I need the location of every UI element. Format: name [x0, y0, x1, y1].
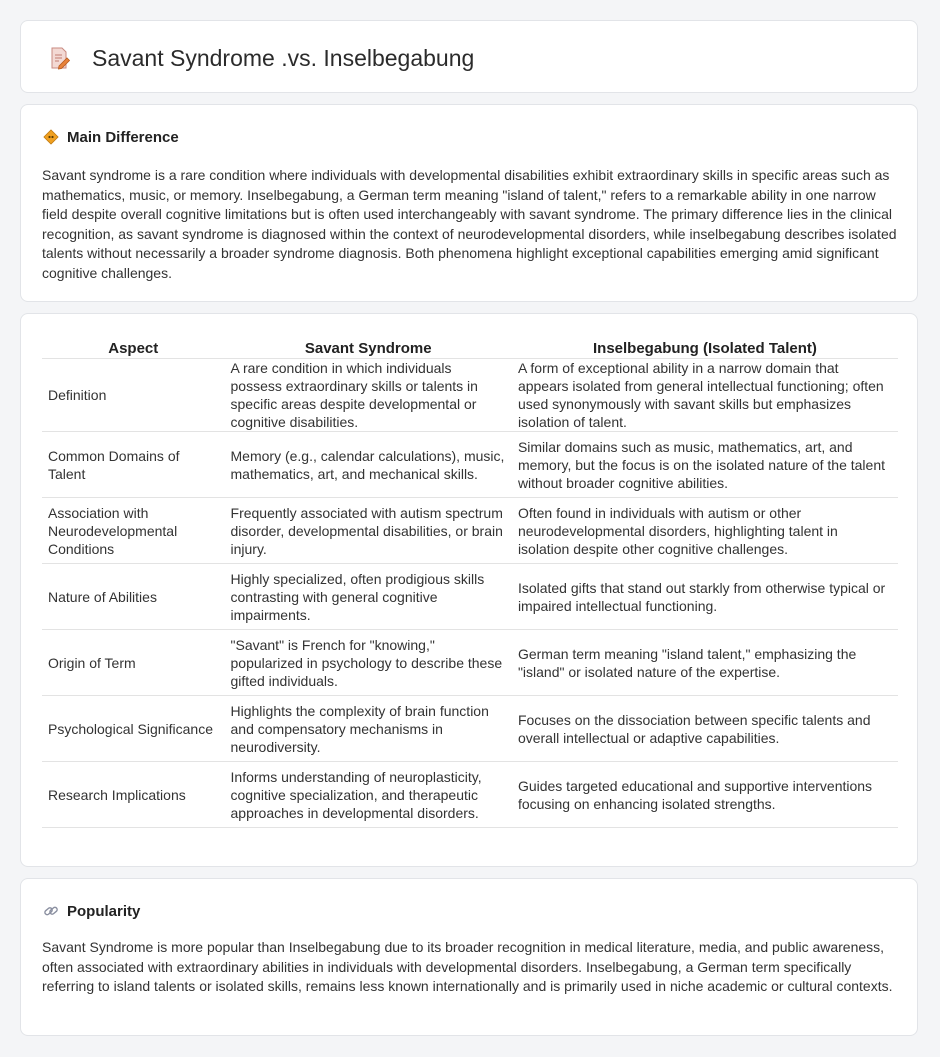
aspect-cell: Nature of Abilities	[42, 564, 225, 630]
table-row	[42, 498, 898, 564]
inselbegabung-cell: German term meaning "island talent," emphasizing the "island" or isolated nature of the expertise.	[512, 630, 898, 696]
main-difference-card	[20, 104, 918, 302]
inselbegabung-cell: A form of exceptional ability in a narrow domain that appears isolated from general intellectual functioning; often used synonymously with savant skills but emphasizes isolation of talent.	[512, 359, 898, 432]
table-row	[42, 696, 898, 762]
aspect-cell: Common Domains of Talent	[42, 432, 225, 498]
comparison-table	[42, 336, 898, 828]
link-icon	[43, 903, 59, 919]
aspect-cell: Research Implications	[42, 762, 225, 828]
savant-cell: Highly specialized, often prodigious skills contrasting with general cognitive impairments.	[225, 564, 512, 630]
aspect-cell: Origin of Term	[42, 630, 225, 696]
savant-cell: Highlights the complexity of brain function and compensatory mechanisms in neurodiversity.	[225, 696, 512, 762]
table-header-row	[42, 336, 898, 359]
table-row	[42, 432, 898, 498]
aspect-cell: Definition	[42, 359, 225, 432]
popularity-heading: Popularity	[67, 902, 141, 920]
header-aspect: Aspect	[42, 336, 225, 359]
savant-cell: "Savant" is French for "knowing," popularized in psychology to describe these gifted individuals.	[225, 630, 512, 696]
table-row	[42, 762, 898, 828]
table-row	[42, 359, 898, 432]
savant-cell: Frequently associated with autism spectrum disorder, developmental disabilities, or brain injury.	[225, 498, 512, 564]
title-card	[20, 20, 918, 93]
inselbegabung-cell: Often found in individuals with autism or other neurodevelopmental disorders, highlighting talent in isolation despite other cognitive challenges.	[512, 498, 898, 564]
savant-cell: A rare condition in which individuals possess extraordinary skills or talents in specific areas despite developmental or cognitive disabilities.	[225, 359, 512, 432]
comparison-table-card	[20, 313, 918, 867]
main-difference-text: Savant syndrome is a rare condition where individuals with developmental disabilities exhibit extraordinary skills in specific areas such as mathematics, music, or memory. Inselbegabung, a German term meaning "island of talent," refers to a remarkable ability in one narrow field despite overall cognitive limitations but is often used interchangeably with savant syndrome. The primary difference lies in the clinical recognition, as savant syndrome is diagnosed within the context of neurodevelopmental disorders, while inselbegabung describes isolated talents without necessarily a broader syndrome diagnosis. Both phenomena highlight exceptional capabilities emerging amid significant cognitive challenges.	[42, 167, 897, 281]
table-row	[42, 630, 898, 696]
inselbegabung-cell: Similar domains such as music, mathematics, art, and memory, but the focus is on the isolated nature of the talent without broader cognitive abilities.	[512, 432, 898, 498]
header-inselbegabung: Inselbegabung (Isolated Talent)	[512, 336, 898, 359]
savant-cell: Informs understanding of neuroplasticity, cognitive specialization, and therapeutic approaches in developmental disorders.	[225, 762, 512, 828]
aspect-cell: Association with Neurodevelopmental Conditions	[42, 498, 225, 564]
savant-cell: Memory (e.g., calendar calculations), music, mathematics, art, and mechanical skills.	[225, 432, 512, 498]
inselbegabung-cell: Isolated gifts that stand out starkly from otherwise typical or impaired intellectual functioning.	[512, 564, 898, 630]
table-row	[42, 564, 898, 630]
popularity-card	[20, 878, 918, 1036]
main-difference-header	[43, 126, 179, 148]
inselbegabung-cell: Guides targeted educational and supportive interventions focusing on enhancing isolated strengths.	[512, 762, 898, 828]
inselbegabung-cell: Focuses on the dissociation between specific talents and overall intellectual or adaptive capabilities.	[512, 696, 898, 762]
page-title: Savant Syndrome .vs. Inselbegabung	[92, 45, 475, 71]
popularity-header	[43, 900, 140, 922]
diamond-sign-icon	[43, 129, 59, 145]
document-pencil-icon	[47, 46, 71, 70]
main-difference-heading: Main Difference	[67, 128, 179, 146]
header-savant-syndrome: Savant Syndrome	[225, 336, 512, 359]
aspect-cell: Psychological Significance	[42, 696, 225, 762]
popularity-text: Savant Syndrome is more popular than Inselbegabung due to its broader recognition in medical literature, media, and public awareness, often associated with extraordinary abilities in individuals with developmental disorders. Inselbegabung, a German term specifically referring to island talents or isolated skills, remains less known internationally and is primarily used in niche academic or cultural contexts.	[42, 939, 893, 994]
